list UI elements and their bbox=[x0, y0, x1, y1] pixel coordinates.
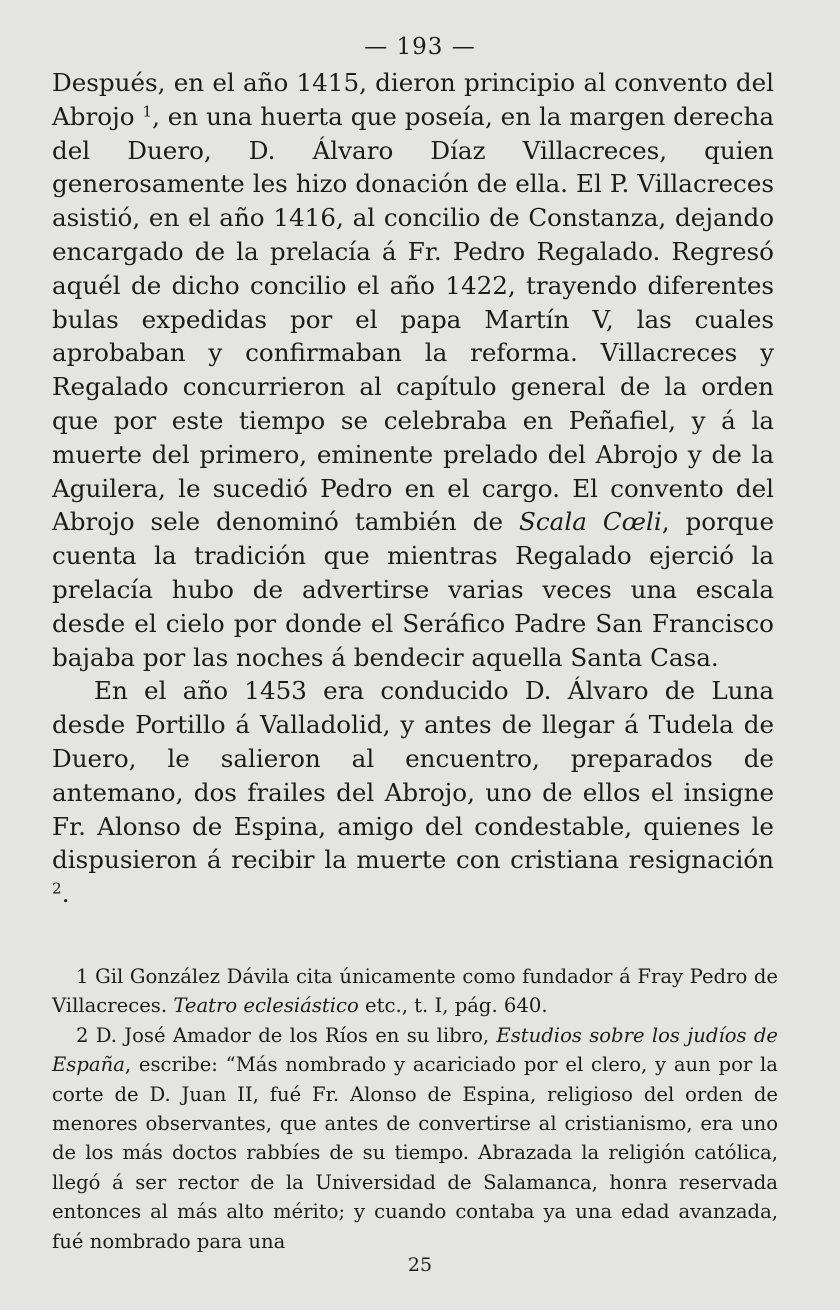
paragraph-1-part-2: , en una huerta que poseía, en la margen derecha del Duero, D. Álvaro Díaz Villacreces, quien generosamente les hizo donación de ella. El P. Villacreces asistió, en el año 1416, al concilio de Constanza, dejando encargado de la prelacía á Fr. Pedro Regalado. Regresó aquél de dicho concilio el año 1422, trayendo diferentes bulas expedidas por el papa Martín V, las cuales aprobaban y confirmaban la reforma. Villacreces y Regalado concurrieron al capítulo general de la orden que por este tiempo se celebraba en Peñafiel, y á la muerte del primero, eminente prelado del Abrojo y de la Aguilera, le sucedió Pedro en el cargo. El convento del Abrojo sele denominó también de bbox=[52, 101, 774, 537]
footnote-1-number: 1 bbox=[76, 965, 89, 988]
footnote-1-text-2: etc., t. I, pág. 640. bbox=[365, 994, 548, 1018]
footnote-1-text-1: Gil González Dávila cita únicamente como fundador á Fray Pedro de Villacreces. bbox=[52, 965, 778, 1018]
main-text bbox=[52, 66, 774, 911]
footnote-2 bbox=[52, 1021, 778, 1256]
footnote-2-text-2: , escribe: “Más nombrado y acariciado por el clero, y aun por la corte de D. Juan II, fué Fr. Alonso de Espina, religioso del orden de menores observantes, que antes de convertirse al cristianismo, era uno de los más doctos rabbíes de su tiempo. Abrazada la religión católica, llegó á ser rector de la Universidad de Salamanca, honra reservada entonces al más alto mérito; y cuando contaba ya una edad avanzada, fué nombrado para una bbox=[52, 1053, 778, 1253]
footnote-2-text-1: D. José Amador de los Ríos en su libro, bbox=[95, 1023, 490, 1047]
footnotes bbox=[52, 962, 778, 1256]
signature-mark: 25 bbox=[407, 1254, 433, 1276]
footnote-ref-2: 2 bbox=[52, 879, 62, 898]
paragraph-1-part-3: , porque cuenta la tradición que mientras Regalado ejerció la prelacía hubo de advertirse varias veces una escala desde el cielo por donde el Seráfico Padre San Francisco bajaba por las noches á bendecir aquella Santa Casa. bbox=[52, 507, 774, 672]
paragraph-2-part-1: En el año 1453 era conducido D. Álvaro de Luna desde Portillo á Valladolid, y antes de llegar á Tudela de Duero, le salieron al encuentro, preparados de antemano, dos frailes del Abrojo, uno de ellos el insigne Fr. Alonso de Espina, amigo del condestable, quienes le dispusieron á recibir la muerte con cristiana resignación bbox=[52, 676, 774, 875]
paragraph-1-part-1: Después, en el año 1415, dieron principio al convento del Abrojo bbox=[52, 68, 774, 131]
paragraph-2-part-2: . bbox=[61, 879, 70, 909]
paragraph-1 bbox=[52, 66, 774, 674]
footnote-2-number: 2 bbox=[76, 1023, 89, 1047]
footnote-1 bbox=[52, 962, 778, 1021]
footnote-2-title: Estudios sobre los judíos de España bbox=[52, 1023, 778, 1077]
footnote-ref-1: 1 bbox=[142, 102, 153, 121]
paragraph-2 bbox=[52, 674, 774, 911]
scala-coeli-italic: Scala Cœli bbox=[519, 507, 662, 537]
page-header: — 193 — bbox=[364, 34, 476, 60]
footnote-1-title: Teatro eclesiástico bbox=[173, 994, 359, 1018]
